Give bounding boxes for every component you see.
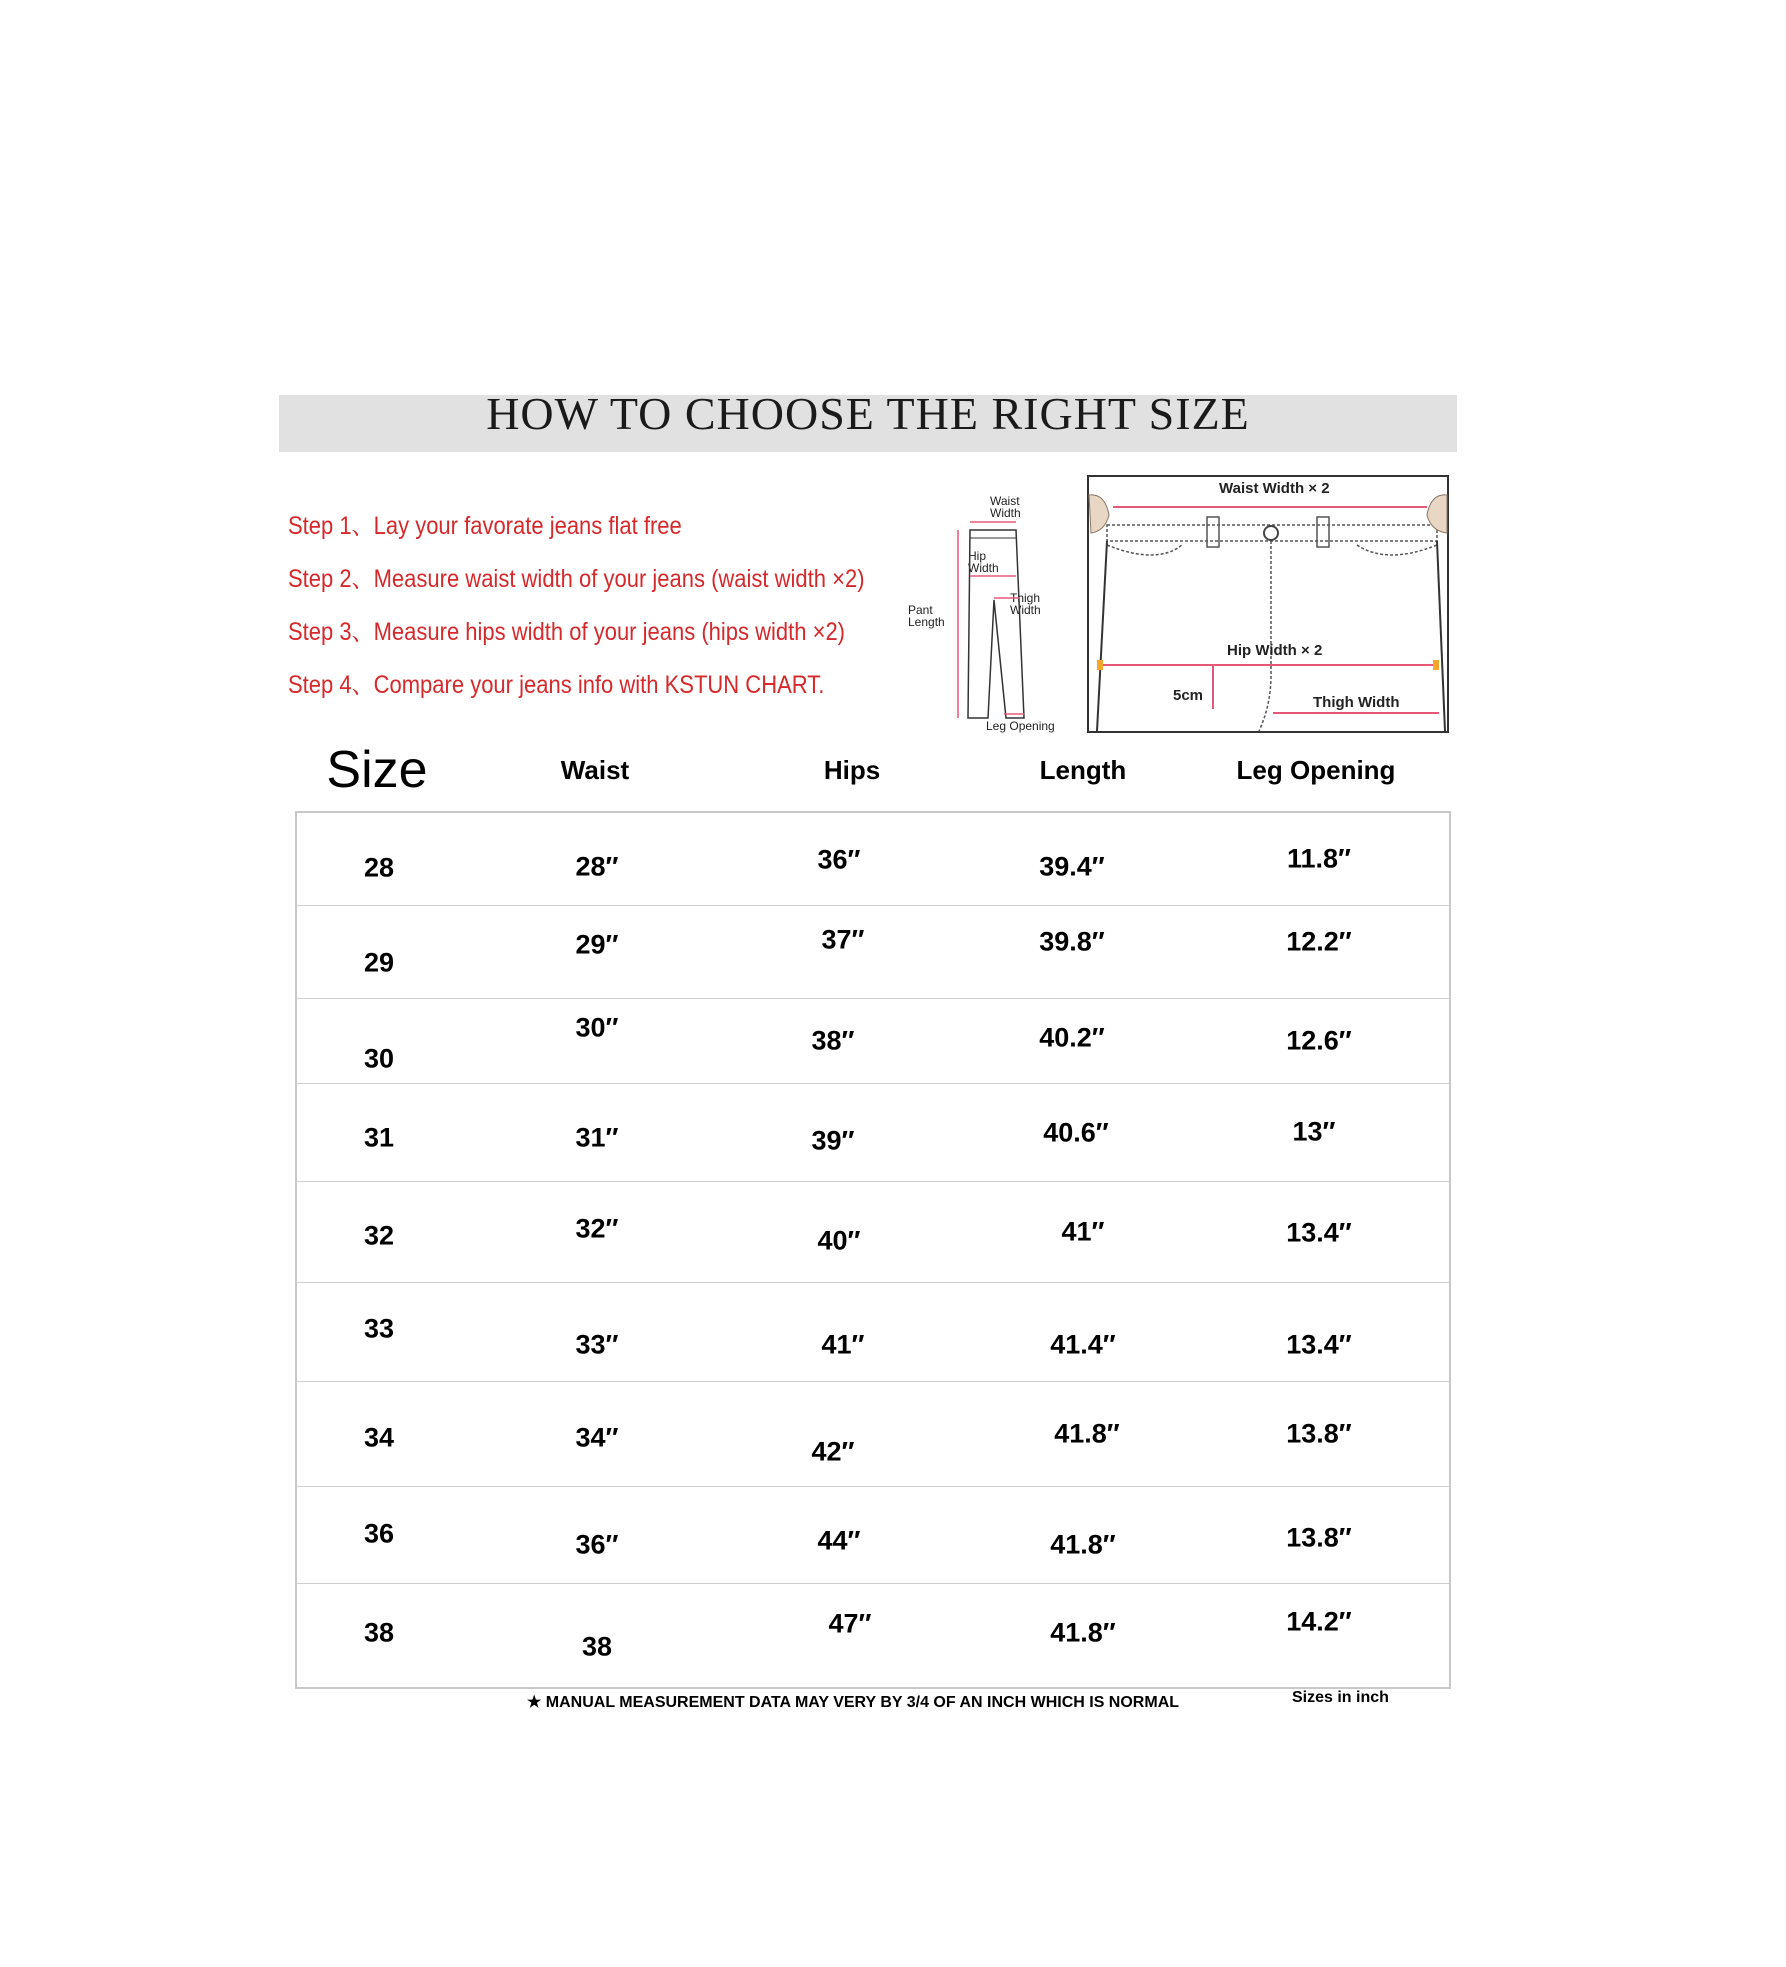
leg-opening-cell: 12.2″ [1286,926,1352,957]
hips-cell: 41″ [821,1329,865,1360]
table-row [297,1381,1449,1487]
column-header-length: Length [1039,755,1127,785]
hips-cell: 40″ [817,1225,861,1256]
leg-opening-cell: 11.8″ [1287,843,1351,874]
size-table [295,811,1451,1689]
hips-cell: 38″ [811,1025,855,1056]
table-row [297,1083,1449,1182]
waist-cell: 31″ [575,1122,619,1153]
table-row [297,1583,1449,1689]
length-cell: 41″ [1061,1216,1105,1247]
size-cell: 29 [363,947,395,978]
length-cell: 39.4″ [1039,851,1105,882]
size-cell: 31 [363,1122,395,1153]
size-cell: 34 [363,1422,395,1453]
leg-opening-cell: 13.4″ [1286,1217,1352,1248]
leg-opening-cell: 13.4″ [1286,1329,1352,1360]
units-note: Sizes in inch [1292,1689,1389,1706]
waist-width-label-2: Width [990,506,1021,520]
length-cell: 41.4″ [1050,1329,1116,1360]
length-cell: 41.8″ [1054,1418,1120,1449]
title-band [279,388,1457,452]
table-row [297,998,1449,1084]
waist-cell: 33″ [575,1329,619,1360]
pant-length-label-2: Length [908,615,945,629]
waist-cell: 32″ [575,1213,619,1244]
column-header-waist: Waist [560,755,630,785]
jeans-closeup-diagram [1087,475,1452,737]
length-cell: 41.8″ [1050,1617,1116,1648]
waist-cell: 29″ [575,929,619,960]
length-cell: 39.8″ [1039,926,1105,957]
table-row [297,1181,1449,1283]
waist-cell: 30″ [575,1012,619,1043]
waist-width-x2-label: Waist Width × 2 [1219,480,1330,497]
thigh-width-label-1: Thigh [1010,591,1041,605]
column-header-hips: Hips [823,755,881,785]
size-cell: 30 [363,1043,395,1074]
hip-width-label-1: Hip [968,549,987,563]
pant-length-label-1: Pant [908,603,933,617]
waist-width-label-1: Waist [990,494,1020,508]
hips-cell: 36″ [817,844,861,875]
size-cell: 28 [363,852,395,883]
leg-opening-cell: 14.2″ [1286,1606,1352,1637]
five-cm-label: 5cm [1173,687,1204,704]
page-title: HOW TO CHOOSE THE RIGHT SIZE [486,388,1250,439]
thigh-width-label-2: Width [1010,603,1041,617]
step-2: Step 2、Measure waist width of your jeans (waist width ×2) [288,565,865,593]
step-1: Step 1、Lay your favorate jeans flat free [288,512,682,540]
leg-opening-label: Leg Opening [986,719,1055,733]
table-row [297,1486,1449,1584]
waist-cell: 38 [581,1631,613,1662]
leg-opening-cell: 12.6″ [1286,1025,1352,1056]
measurement-footnote: ★ MANUAL MEASUREMENT DATA MAY VERY BY 3/4 OF AN INCH WHICH IS NORMAL [527,1694,1180,1711]
hip-width-label-2: Width [968,561,999,575]
waist-cell: 34″ [575,1422,619,1453]
leg-opening-cell: 13.8″ [1286,1418,1352,1449]
thigh-width-label: Thigh Width [1313,694,1400,711]
length-cell: 40.2″ [1039,1022,1105,1053]
size-cell: 38 [363,1617,395,1648]
waist-cell: 36″ [575,1529,619,1560]
waist-cell: 28″ [575,851,619,882]
leg-opening-cell: 13″ [1292,1116,1336,1147]
hips-cell: 39″ [811,1125,855,1156]
hips-cell: 42″ [811,1436,855,1467]
size-cell: 32 [363,1220,395,1251]
hips-cell: 37″ [821,924,865,955]
step-4: Step 4、Compare your jeans info with KSTUN CHART. [288,671,825,699]
step-3: Step 3、Measure hips width of your jeans (hips width ×2) [288,618,846,646]
length-cell: 40.6″ [1043,1117,1109,1148]
hip-width-x2-label: Hip Width × 2 [1227,642,1323,659]
column-header-leg-opening: Leg Opening [1236,755,1396,785]
jeans-outline-diagram [908,490,1088,735]
hips-cell: 44″ [817,1525,861,1556]
column-header-size: Size [326,741,428,799]
instruction-steps [288,500,865,712]
size-cell: 36 [363,1518,395,1549]
size-cell: 33 [363,1313,395,1344]
hips-cell: 47″ [828,1608,872,1639]
table-row [297,813,1449,906]
table-row [297,1282,1449,1382]
table-row [297,905,1449,999]
leg-opening-cell: 13.8″ [1286,1522,1352,1553]
length-cell: 41.8″ [1050,1529,1116,1560]
